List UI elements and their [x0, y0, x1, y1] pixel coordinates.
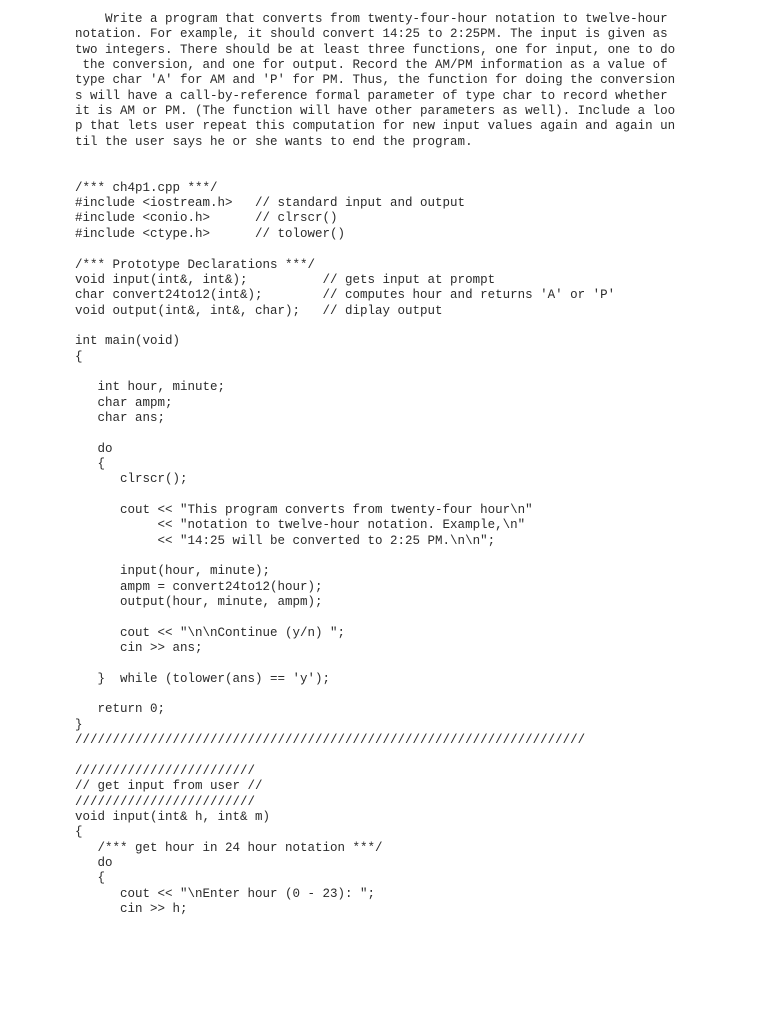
- code-line: << "14:25 will be converted to 2:25 PM.\n\n";: [75, 533, 496, 548]
- document-page: [75, 12, 695, 917]
- code-line: [75, 426, 695, 441]
- code-line: [75, 365, 695, 380]
- code-line: /*** Prototype Declarations ***/: [75, 257, 316, 272]
- code-line: #include <conio.h> // clrscr(): [75, 211, 338, 226]
- code-line: #include <ctype.h> // tolower(): [75, 226, 346, 241]
- assignment-line: two integers. There should be at least three functions, one for input, one to do: [75, 42, 676, 57]
- code-line: {: [75, 456, 106, 471]
- code-line: void output(int&, int&, char); // diplay output: [75, 303, 443, 318]
- code-line: } while (tolower(ans) == 'y');: [75, 671, 331, 686]
- code-line: {: [75, 349, 83, 364]
- code-line: ////////////////////////////////////////////////////////////////////: [75, 733, 586, 748]
- code-line: input(hour, minute);: [75, 564, 271, 579]
- code-line: #include <iostream.h> // standard input and output: [75, 196, 466, 211]
- code-line: }: [75, 717, 83, 732]
- code-line: void input(int& h, int& m): [75, 809, 271, 824]
- code-line: int hour, minute;: [75, 380, 226, 395]
- assignment-line: Write a program that converts from twenty-four-hour notation to twelve-hour: [75, 12, 668, 26]
- code-listing: [75, 181, 695, 918]
- assignment-line: p that lets user repeat this computation for new input values again and again un: [75, 119, 676, 134]
- code-line: cout << "This program converts from twenty-four hour\n": [75, 503, 533, 517]
- code-line: [75, 488, 695, 503]
- code-line: ampm = convert24to12(hour);: [75, 579, 323, 594]
- code-line: return 0;: [75, 702, 166, 717]
- code-line: int main(void): [75, 334, 181, 349]
- code-line: {: [75, 825, 83, 840]
- code-line: do: [75, 441, 113, 456]
- code-line: [75, 242, 695, 257]
- code-line: ////////////////////////: [75, 794, 256, 809]
- code-line: char ans;: [75, 410, 166, 425]
- assignment-line: til the user says he or she wants to end the program.: [75, 134, 473, 149]
- code-line: cin >> ans;: [75, 641, 203, 656]
- code-line: [75, 656, 695, 671]
- code-line: [75, 749, 695, 764]
- spacer: [75, 165, 695, 180]
- assignment-line: notation. For example, it should convert 14:25 to 2:25PM. The input is given as: [75, 27, 668, 42]
- code-line: ////////////////////////: [75, 763, 256, 778]
- code-line: do: [75, 855, 113, 870]
- code-line: [75, 687, 695, 702]
- code-line: /*** get hour in 24 hour notation ***/: [75, 840, 383, 855]
- spacer: [75, 150, 695, 165]
- code-line: output(hour, minute, ampm);: [75, 595, 323, 610]
- code-line: << "notation to twelve-hour notation. Example,\n": [75, 518, 526, 533]
- code-line: clrscr();: [75, 472, 188, 487]
- assignment-line: it is AM or PM. (The function will have other parameters as well). Include a loo: [75, 104, 676, 119]
- assignment-line: type char 'A' for AM and 'P' for PM. Thus, the function for doing the conversion: [75, 73, 676, 88]
- code-line: [75, 549, 695, 564]
- code-line: char convert24to12(int&); // computes hour and returns 'A' or 'P': [75, 288, 616, 303]
- code-line: cin >> h;: [75, 901, 188, 916]
- code-line: [75, 610, 695, 625]
- assignment-line: the conversion, and one for output. Record the AM/PM information as a value of: [75, 58, 668, 73]
- code-line: cout << "\n\nContinue (y/n) ";: [75, 625, 346, 640]
- code-line: void input(int&, int&); // gets input at prompt: [75, 272, 496, 287]
- code-line: char ampm;: [75, 395, 173, 410]
- code-line: // get input from user //: [75, 779, 263, 794]
- assignment-line: s will have a call-by-reference formal parameter of type char to record whether: [75, 88, 668, 103]
- code-line: [75, 319, 695, 334]
- code-line: /*** ch4p1.cpp ***/: [75, 180, 218, 195]
- code-line: {: [75, 871, 106, 886]
- code-line: cout << "\nEnter hour (0 - 23): ";: [75, 886, 376, 901]
- assignment-paragraph: [75, 12, 695, 150]
